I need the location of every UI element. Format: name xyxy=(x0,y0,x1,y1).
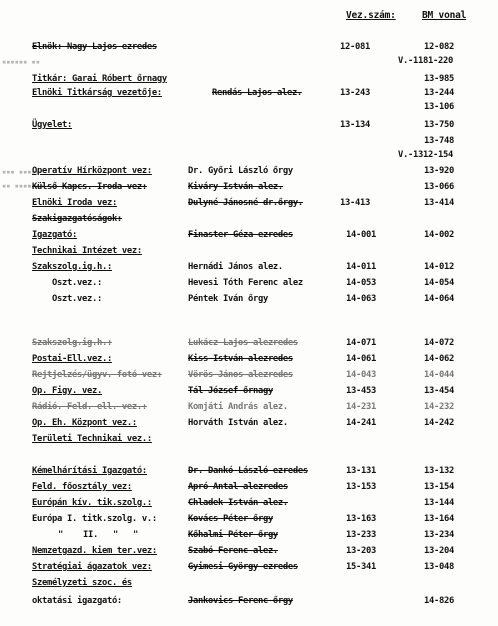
row-ves: 15-341 xyxy=(346,562,376,572)
row-ves: 14-011 xyxy=(346,262,376,272)
row-kemelharitas xyxy=(0,466,498,478)
row-name: Apró Antal alezredes xyxy=(188,482,288,492)
header-ves-szam: Vez.szám: xyxy=(346,10,396,21)
row-name: Péntek Iván őrgy xyxy=(188,294,268,304)
row-bm: 13-234 xyxy=(424,530,454,540)
row-europan-kiv xyxy=(0,498,498,510)
row-bm: 13-066 xyxy=(424,182,454,192)
row-ves: 14-043 xyxy=(346,370,376,380)
bleed-mark: ▪▪▪ ▪▪▪▪▪ xyxy=(2,168,40,176)
row-szemelyzeti xyxy=(0,578,498,590)
row-bm: 14-072 xyxy=(424,338,454,348)
row-label: oktatási igazgató: xyxy=(32,596,122,606)
row-bm: 13-164 xyxy=(424,514,454,524)
row-titkarsag xyxy=(0,88,498,100)
row-bm: 13-106 xyxy=(424,102,454,112)
row-bm: 13-920 xyxy=(424,166,454,176)
row-name: Kovács Péter őrgy xyxy=(188,514,273,524)
row-ves: 13-203 xyxy=(346,546,376,556)
row-bm: 14-826 xyxy=(424,596,454,606)
row-name: Hernádi János alez. xyxy=(188,262,283,272)
row-ves: 13-153 xyxy=(346,482,376,492)
row-bm: 14-232 xyxy=(424,402,454,412)
row-label: Nemzetgazd. kiem ter.vez: xyxy=(32,546,157,556)
row-ves: 14-241 xyxy=(346,418,376,428)
row-bm: 14-062 xyxy=(424,354,454,364)
row-rejtjel xyxy=(0,370,498,382)
bleed-mark: ▪▪▪▪▪▪ ▪▪ xyxy=(2,58,40,66)
row-ves: 14-061 xyxy=(346,354,376,364)
row-szakszolg-2 xyxy=(0,338,498,350)
row-label: Kémelhárítási Igazgató: xyxy=(32,466,147,476)
row-ves: 13-413 xyxy=(340,198,370,208)
row-strategiai xyxy=(0,562,498,574)
row-label: Európa I. titk.szolg. v.: xyxy=(32,514,157,524)
row-titkar xyxy=(0,74,498,86)
row-ves: 12-081 xyxy=(340,42,370,52)
row-operativ xyxy=(0,166,498,178)
row-label: Szakigazgatóságok: xyxy=(32,214,122,224)
row-ves: 13-134 xyxy=(340,120,370,130)
row-name: Kiss István alezredes xyxy=(188,354,293,364)
row-label: Területi Technikai vez.: xyxy=(32,434,152,444)
row-bm: 14-044 xyxy=(424,370,454,380)
row-radio xyxy=(0,402,498,414)
row-label: Szakszolg.ig.h.: xyxy=(32,338,112,348)
row-label: Rejtjelzés/ügyv. fotó vez: xyxy=(32,370,162,380)
row-nemzetgazd xyxy=(0,546,498,558)
row-kulso xyxy=(0,182,498,194)
row-teruleti xyxy=(0,434,498,446)
row-label: Op. Figy. vez. xyxy=(32,386,102,396)
row-label: Igazgató: xyxy=(32,230,77,240)
row-ves: 14-063 xyxy=(346,294,376,304)
row-extra-2 xyxy=(0,136,498,148)
row-bm: 14-012 xyxy=(424,262,454,272)
row-name: Horváth István alez. xyxy=(188,418,288,428)
row-ves: 14-071 xyxy=(346,338,376,348)
row-osztvez-1 xyxy=(0,278,498,290)
row-ves: 14-231 xyxy=(346,402,376,412)
row-bm: 13-750 xyxy=(424,120,454,130)
row-name: Gyimesi György ezredes xyxy=(188,562,298,572)
row-name: Dr. Győri László őrgy xyxy=(188,166,293,176)
row-ves: 14-001 xyxy=(346,230,376,240)
row-name: Lukácz Lajos alezredes xyxy=(188,338,298,348)
row-techint xyxy=(0,246,498,258)
row-name: Vörös János alezredes xyxy=(188,370,293,380)
row-name: Tál József őrnagy xyxy=(188,386,273,396)
row-ves: 13-163 xyxy=(346,514,376,524)
row-label: Titkár: Garai Róbert őrnagy xyxy=(32,74,167,84)
row-ves: 13-243 xyxy=(340,88,370,98)
row-label: Elnöki Iroda vez: xyxy=(32,198,117,208)
row-name: Dulyné Jánosné dr.őrgy. xyxy=(188,198,303,208)
row-oktatasi xyxy=(0,596,498,608)
row-label: Stratégiai ágazatok vez: xyxy=(32,562,152,572)
row-label: Operatív Hírközpont vez: xyxy=(32,166,152,176)
row-label: Oszt.vez.: xyxy=(52,278,102,288)
row-bm: 13-748 xyxy=(424,136,454,146)
row-name: Finaster Géza ezredes xyxy=(188,230,293,240)
bleed-mark: ▪▪ ▪▪▪▪ ▪▪ xyxy=(2,182,45,190)
row-osztvez-2 xyxy=(0,294,498,306)
row-szakig xyxy=(0,214,498,226)
row-bm: 13-204 xyxy=(424,546,454,556)
row-bm: 13-244 xyxy=(424,88,454,98)
row-name: Szabó Ferenc alez. xyxy=(188,546,278,556)
row-bm: V.-1312-154 xyxy=(398,150,453,160)
row-feld xyxy=(0,482,498,494)
row-label: Op. Eh. Központ vez.: xyxy=(32,418,137,428)
row-label: Személyzeti szoc. és xyxy=(32,578,132,588)
row-label: Szakszolg.ig.h.: xyxy=(32,262,112,272)
row-name: Hevesi Tóth Ferenc alez xyxy=(188,278,303,288)
row-bm: 13-132 xyxy=(424,466,454,476)
row-extra-3 xyxy=(0,150,498,162)
row-label: Postai-Ell.vez.: xyxy=(32,354,112,364)
row-elnoki-iroda xyxy=(0,198,498,210)
row-label: Külső Kapcs. Iroda vez: xyxy=(32,182,147,192)
row-ugyelet xyxy=(0,120,498,132)
row-ves: 14-053 xyxy=(346,278,376,288)
row-bm: 13-144 xyxy=(424,498,454,508)
row-ves: 13-233 xyxy=(346,530,376,540)
row-elnok xyxy=(0,42,498,54)
row-bm: 13-985 xyxy=(424,74,454,84)
row-bm: 14-242 xyxy=(424,418,454,428)
row-europa-1 xyxy=(0,514,498,526)
row-bm: V.-1181-220 xyxy=(398,56,453,66)
row-bm: 13-154 xyxy=(424,482,454,492)
row-bm-extra xyxy=(0,56,498,68)
row-name: Jankovics Ferenc őrgy xyxy=(188,596,293,606)
row-label: " II. " " xyxy=(58,530,138,540)
header-bm-vonal: BM vonal xyxy=(422,10,467,21)
row-bm: 12-082 xyxy=(424,42,454,52)
row-ves: 13-131 xyxy=(346,466,376,476)
row-bm: 13-454 xyxy=(424,386,454,396)
row-label: Ügyelet: xyxy=(32,120,72,130)
row-name: Kőhalmi Péter őrgy xyxy=(188,530,278,540)
row-ves: 13-453 xyxy=(346,386,376,396)
row-name: Rendás Lajos alez. xyxy=(212,88,302,98)
row-bm: 14-002 xyxy=(424,230,454,240)
row-label: Európán kív. tik.szolg.: xyxy=(32,498,152,508)
row-name: Komjáti András alez. xyxy=(188,402,288,412)
row-szakszolg-1 xyxy=(0,262,498,274)
row-label: Elnök: Nagy Lajos ezredes xyxy=(32,42,157,52)
row-label: Elnöki Titkárság vezetője: xyxy=(32,88,162,98)
row-label: Feld. főosztály vez: xyxy=(32,482,132,492)
row-name: Chladek István alez. xyxy=(188,498,288,508)
row-extra-1 xyxy=(0,102,498,114)
row-label: Oszt.vez.: xyxy=(52,294,102,304)
row-name: Dr. Dankó László ezredes xyxy=(188,466,308,476)
row-opeh xyxy=(0,418,498,430)
row-name: Kiváry István alez. xyxy=(188,182,283,192)
row-postai xyxy=(0,354,498,366)
row-bm: 13-414 xyxy=(424,198,454,208)
row-bm: 13-048 xyxy=(424,562,454,572)
row-igazgato xyxy=(0,230,498,242)
row-opfigy xyxy=(0,386,498,398)
row-label: Rádió. Feld. ell. vez.: xyxy=(32,402,147,412)
row-label: Technikai Intézet vez: xyxy=(32,246,142,256)
row-europa-2 xyxy=(0,530,498,542)
row-bm: 14-064 xyxy=(424,294,454,304)
row-bm: 14-054 xyxy=(424,278,454,288)
